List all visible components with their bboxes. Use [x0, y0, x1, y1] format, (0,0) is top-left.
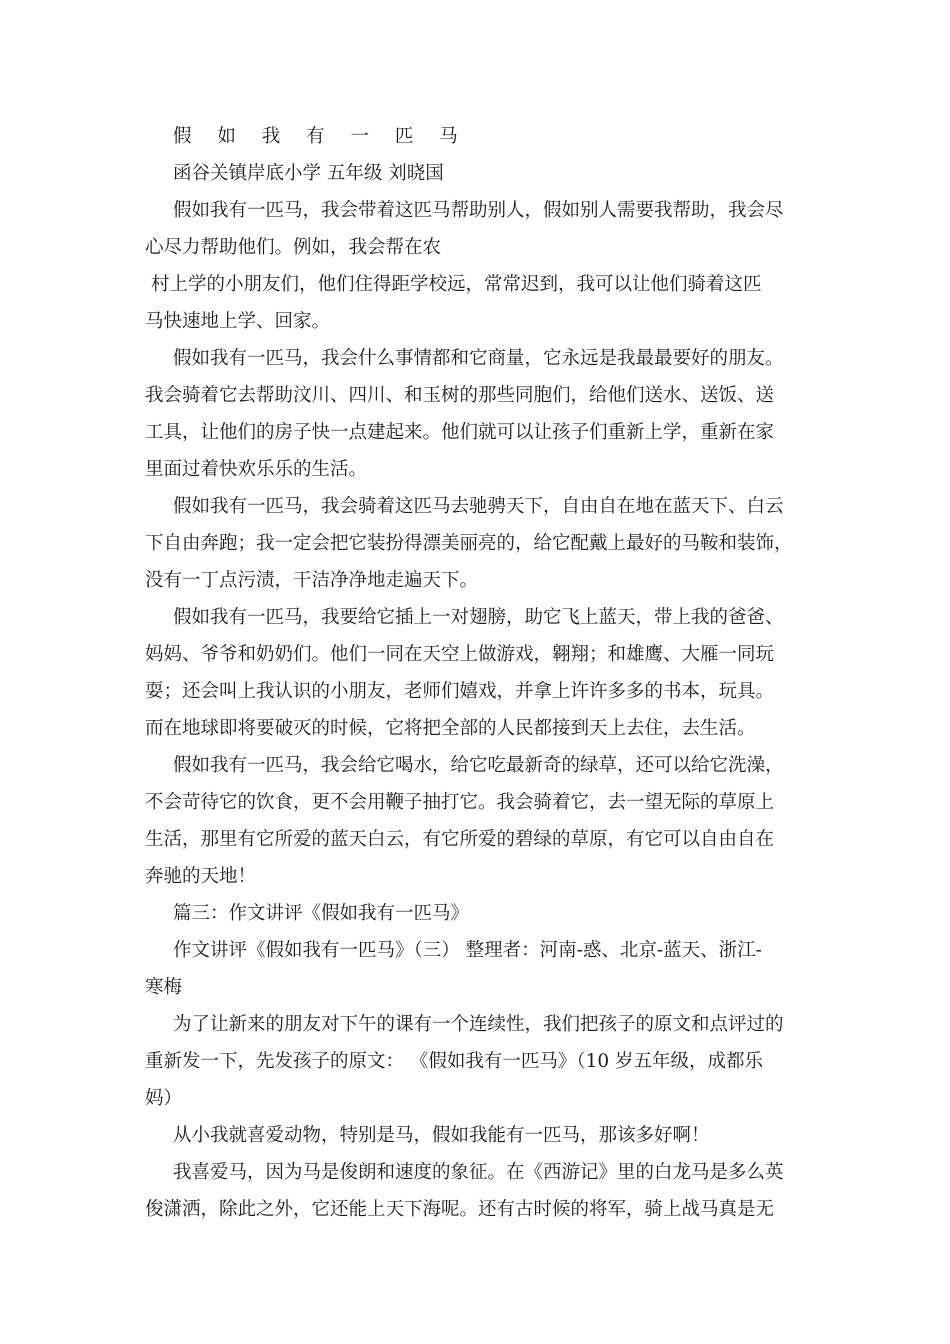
- paragraph-line: 心尽力帮助他们。例如，我会帮在农: [145, 237, 442, 258]
- paragraph-line: 假如我有一匹马，我会骑着这匹马去驰骋天下，自由自在地在蓝天下、白云: [173, 496, 784, 517]
- paragraph-line: 村上学的小朋友们，他们住得距学校远，常常迟到，我可以让他们骑着这匹: [151, 274, 762, 295]
- paragraph-line: 马快速地上学、回家。: [145, 311, 331, 332]
- paragraph-line: 里面过着快欢乐乐的生活。: [145, 459, 368, 480]
- paragraph-line: 寒梅: [145, 977, 183, 998]
- paragraph-line: 假如我有一匹马，我要给它插上一对翅膀，助它飞上蓝天，带上我的爸爸、: [173, 607, 784, 628]
- paragraph-line: 耍；还会叫上我认识的小朋友，老师们嬉戏，并拿上许许多多的书本，玩具。: [145, 681, 775, 702]
- paragraph-line: 从小我就喜爱动物，特别是马，假如我能有一匹马，那该多好啊！: [173, 1125, 710, 1146]
- paragraph-line: 我会骑着它去帮助汶川、四川、和玉树的那些同胞们，给他们送水、送饭、送: [145, 385, 775, 406]
- paragraph-line: 作文讲评《假如我有一匹马》（三） 整理者：河南-惑、北京-蓝天、浙江-: [173, 940, 762, 961]
- essay-title: 假 如 我 有 一 匹 马: [173, 126, 468, 147]
- paragraph-line: 为了让新来的朋友对下午的课有一个连续性，我们把孩子的原文和点评过的: [173, 1014, 784, 1035]
- paragraph-line: 下自由奔跑；我一定会把它装扮得漂美丽亮的，给它配戴上最好的马鞍和装饰，: [145, 533, 793, 554]
- paragraph-line: 奔驰的天地！: [145, 866, 257, 887]
- paragraph-line: 假如我有一匹马，我会给它喝水，给它吃最新奇的绿草，还可以给它洗澡，: [173, 755, 784, 776]
- paragraph-line: 妈）: [145, 1088, 183, 1109]
- paragraph-line: 俊潇洒，除此之外，它还能上天下海呢。还有古时候的将军，骑上战马真是无: [145, 1199, 775, 1220]
- paragraph-line: 而在地球即将要破灭的时候，它将把全部的人民都接到天上去住，去生活。: [145, 718, 756, 739]
- author-line: 函谷关镇岸底小学 五年级 刘晓国: [173, 163, 444, 184]
- essay-text: [145, 118, 811, 1228]
- paragraph-line: 没有一丁点污渍，干洁净净地走遍天下。: [145, 570, 479, 591]
- paragraph-line: 妈妈、爷爷和奶奶们。他们一同在天空上做游戏，翱翔；和雄鹰、大雁一同玩: [145, 644, 775, 665]
- paragraph-line: 工具，让他们的房子快一点建起来。他们就可以让孩子们重新上学，重新在家: [145, 422, 775, 443]
- paragraph-line: 假如我有一匹马，我会带着这匹马帮助别人，假如别人需要我帮助，我会尽: [173, 200, 784, 221]
- section-heading: 篇三：作文讲评《假如我有一匹马》: [173, 903, 470, 924]
- paragraph-line: 我喜爱马，因为马是俊朗和速度的象征。在《西游记》里的白龙马是多么英: [173, 1162, 784, 1183]
- paragraph-line: 假如我有一匹马，我会什么事情都和它商量，它永远是我最最要好的朋友。: [173, 348, 784, 369]
- paragraph-line: 不会苛待它的饮食，更不会用鞭子抽打它。我会骑着它，去一望无际的草原上: [145, 792, 775, 813]
- paragraph-line: 生活，那里有它所爱的蓝天白云，有它所爱的碧绿的草原，有它可以自由自在: [145, 829, 775, 850]
- paragraph-line: 重新发一下，先发孩子的原文： 《假如我有一匹马》（10 岁五年级，成都乐: [145, 1051, 764, 1072]
